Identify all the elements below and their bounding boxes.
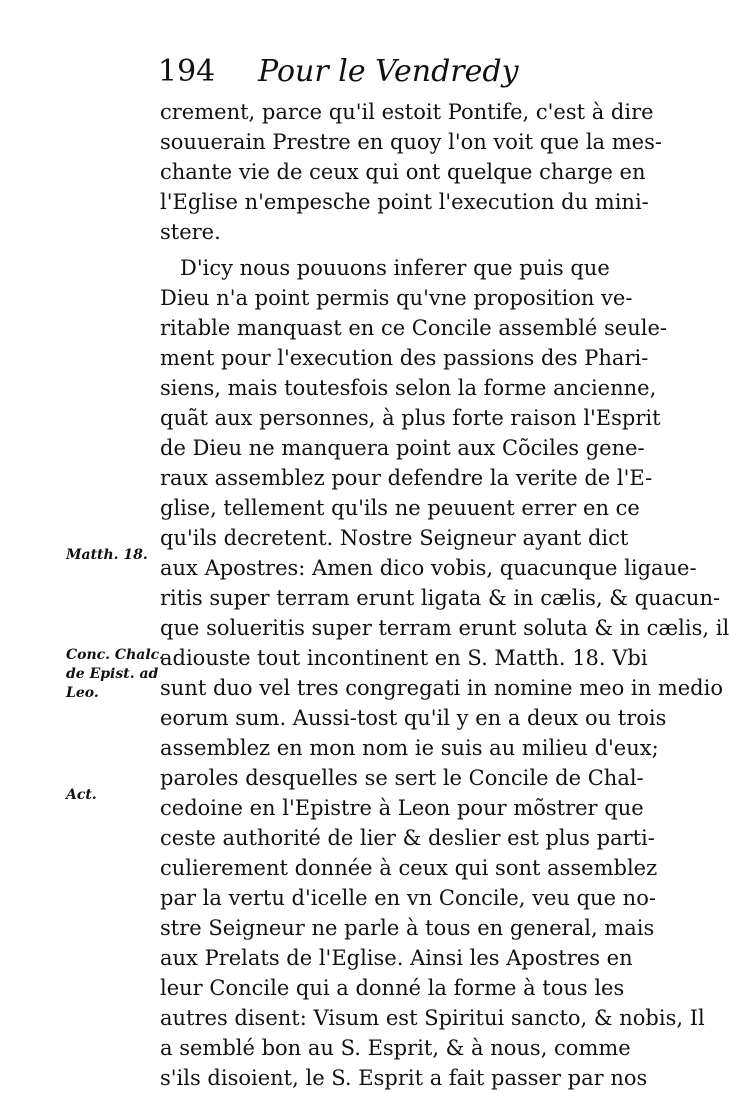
text-line: adiouste tout incontinent en S. Matth. 18. Vbi (160, 646, 648, 670)
margin-note-matthew (66, 546, 156, 565)
text-line: qu'ils decretent. Nostre Seigneur ayant dict (160, 526, 629, 550)
text-line: eorum sum. Aussi-tost qu'il y en a deux ou trois (160, 706, 667, 730)
margin-note-council-chalcedon (66, 646, 165, 703)
text-line: culierement donnée à ceux qui sont assemblez (160, 856, 658, 880)
margin-note-line: Matth. 18. (66, 547, 148, 563)
text-line: a semblé bon au S. Esprit, & à nous, comme (160, 1036, 631, 1060)
text-line: siens, mais toutesfois selon la forme ancienne, (160, 376, 657, 400)
text-line: par la vertu d'icelle en vn Concile, veu que no- (160, 886, 656, 910)
text-line: l'Eglise n'empesche point l'execution du mini- (160, 190, 649, 214)
text-line: cedoine en l'Epistre à Leon pour mõstrer que (160, 796, 644, 820)
page-number: 194 (158, 54, 216, 89)
text-line: ceste authorité de lier & deslier est plus parti- (160, 826, 655, 850)
text-line: crement, parce qu'il estoit Pontife, c'est à dire (160, 100, 654, 124)
text-line: paroles desquelles se sert le Concile de Chal- (160, 766, 644, 790)
text-line: D'icy nous pouuons inferer que puis que (180, 256, 610, 280)
text-line: stere. (160, 220, 221, 244)
text-line: aux Prelats de l'Eglise. Ainsi les Apostres en (160, 946, 633, 970)
text-line: sunt duo vel tres congregati in nomine meo in medio (160, 676, 723, 700)
text-line: souuerain Prestre en quoy l'on voit que la mes- (160, 130, 662, 154)
text-line: s'ils disoient, le S. Esprit a fait passer par nos (160, 1066, 648, 1090)
running-head (158, 52, 598, 92)
margin-note-line: Act. (66, 787, 97, 803)
text-line: glise, tellement qu'ils ne peuuent errer en ce (160, 496, 640, 520)
margin-note-line: Conc. Chalc. (66, 647, 165, 663)
text-line: de Dieu ne manquera point aux Cõciles gene- (160, 436, 645, 460)
text-line: chante vie de ceux qui ont quelque charge en (160, 160, 646, 184)
text-line: stre Seigneur ne parle à tous en general, mais (160, 916, 655, 940)
margin-note-line: Leo. (66, 685, 99, 701)
text-line: assemblez en mon nom ie suis au milieu d'eux; (160, 736, 659, 760)
text-line: que solueritis super terram erunt soluta & in cælis, il (160, 616, 729, 640)
running-title: Pour le Vendredy (258, 54, 519, 89)
text-line: ment pour l'execution des passions des Phari- (160, 346, 649, 370)
text-line: leur Concile qui a donné la forme à tous les (160, 976, 625, 1000)
text-line: quãt aux personnes, à plus forte raison l'Esprit (160, 406, 661, 430)
text-line: raux assemblez pour defendre la verite de l'E- (160, 466, 653, 490)
text-line: ritis super terram erunt ligata & in cælis, & quacun- (160, 586, 721, 610)
margin-note-acts (66, 786, 156, 805)
text-line: Dieu n'a point permis qu'vne proposition ve- (160, 286, 633, 310)
body-text (160, 97, 729, 1093)
margin-note-line: de Epist. ad (66, 666, 159, 682)
text-line: aux Apostres: Amen dico vobis, quacunque ligaue- (160, 556, 697, 580)
text-line: ritable manquast en ce Concile assemblé seule- (160, 316, 667, 340)
text-line: autres disent: Visum est Spiritui sancto, & nobis, Il (160, 1006, 705, 1030)
